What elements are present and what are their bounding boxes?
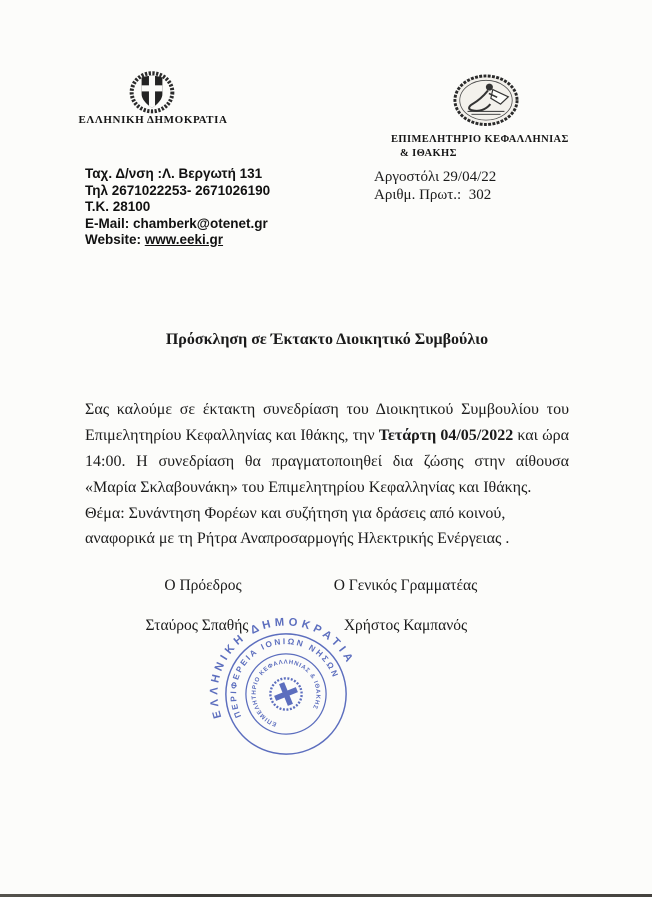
invitation-text-post: και ώρα 14:00. Η συνεδρίαση θα πραγματοποιηθεί δια ζώσης στην αίθουσα «Μαρία Σκλαβουνάκη» του Επιμελητηρίου Κεφαλληνίας και Ιθάκης.	[85, 427, 569, 496]
secretary-name: Χρήστος Καμπανός	[343, 617, 468, 634]
meta-block	[374, 168, 496, 204]
invitation-text-pre: Σας καλούμε σε έκτακτη συνεδρίαση του Διοικητικού Συμβουλίου του Επιμελητηρίου Κεφαλληνίας και Ιθάκης, την	[85, 401, 569, 444]
place-date: Αργοστόλι 29/04/22	[374, 169, 497, 185]
stamp-middle-text: ΠΕΡΙΦΕΡΕΙΑ ΙΟΝΙΩΝ ΝΗΣΩΝ	[228, 636, 342, 720]
chamber-caption-line1: ΕΠΙΜΕΛΗΤΗΡΙΟ ΚΕΦΑΛΛΗΝΙΑΣ	[391, 134, 569, 145]
protocol-line	[374, 186, 496, 204]
contact-phone: Τηλ 2671022253- 2671026190	[85, 182, 271, 198]
chamber-emblem-icon	[452, 74, 520, 126]
chamber-caption	[391, 133, 581, 160]
protocol-number: 302	[468, 187, 492, 203]
invitation-paragraph	[85, 397, 569, 501]
protocol-label: Αριθμ. Πρωτ.:	[374, 187, 462, 203]
official-round-stamp	[171, 579, 400, 808]
contact-website	[85, 232, 270, 249]
secretary-role: Ο Γενικός Γραμματέας	[333, 577, 478, 594]
contact-email: E-Mail: chamberk@otenet.gr	[85, 215, 268, 231]
contact-postal-code: Τ.Κ. 28100	[85, 199, 151, 214]
president-role: Ο Πρόεδρος	[164, 577, 242, 594]
contact-website-url: www.eeki.gr	[144, 232, 224, 247]
chamber-caption-line2: & ΙΘΑΚΗΣ	[400, 147, 457, 159]
hellenic-republic-crest-icon	[126, 68, 178, 116]
meeting-date-bold: Τετάρτη 04/05/2022	[378, 427, 514, 444]
contact-website-label: Website:	[85, 232, 145, 247]
contact-block	[85, 166, 270, 249]
topic-paragraph: Θέμα: Συνάντηση Φορέων και συζήτηση για δράσεις από κοινού, αναφορικά με τη Ρήτρα Αναπροσαρμογής Ηλεκτρικής Ενέργειας .	[85, 505, 510, 547]
stamp-inner-text: ΕΠΙΜΕΛΗΤΗΡΙΟ ΚΕΦΑΛΛΗΝΙΑΣ & ΙΘΑΚΗΣ	[251, 659, 321, 727]
stamp-outer-text: ΕΛΛΗΝΙΚΗ ΔΗΜΟΚΡΑΤΙΑ	[208, 616, 357, 720]
republic-caption: ΕΛΛΗΝΙΚΗ ΔΗΜΟΚΡΑΤΙΑ	[78, 114, 228, 126]
president-name: Σταύρος Σπαθής	[145, 617, 249, 634]
letter-title: Πρόσκληση σε Έκτακτο Διοικητικό Συμβούλιο	[165, 331, 489, 348]
stamp-coat-of-arms-icon	[266, 674, 307, 715]
contact-address: Ταχ. Δ/νση :Λ. Βεργωτή 131	[85, 166, 263, 181]
